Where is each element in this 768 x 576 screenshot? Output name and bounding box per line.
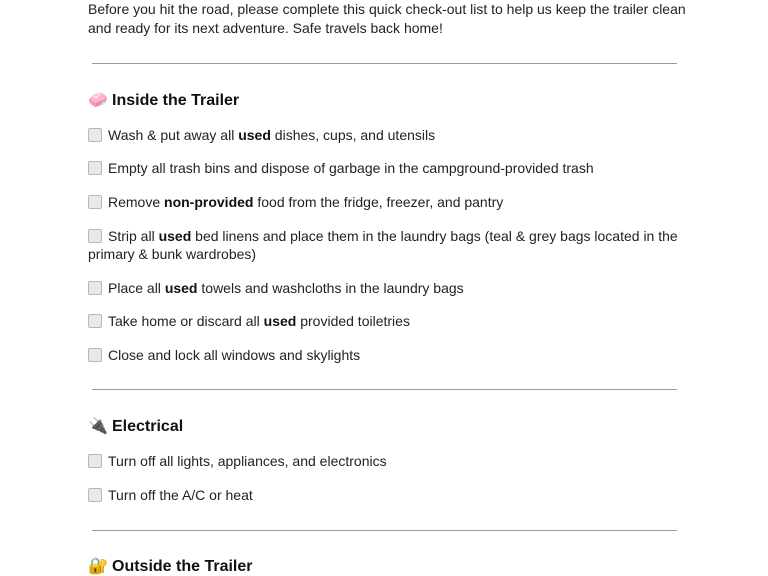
section-title: Electrical (112, 418, 184, 435)
item-text: provided toiletries (296, 313, 410, 329)
item-text: Empty all trash bins and dispose of garbage in the campground-provided trash (108, 160, 594, 176)
checklist-item (88, 452, 688, 470)
item-text: Strip all (108, 228, 159, 244)
item-text: food from the fridge, freezer, and pantry (253, 194, 504, 210)
plug-icon: 🔌 (88, 418, 108, 435)
section-heading-outside (88, 556, 252, 576)
checkbox[interactable] (88, 348, 102, 362)
lock-icon: 🔐 (88, 558, 108, 575)
intro-paragraph: Before you hit the road, please complete this quick check-out list to help us keep the trailer clean and ready for its next adventure. Safe travels back home! (88, 1, 686, 36)
checkbox[interactable] (88, 488, 102, 502)
item-text: Turn off the A/C or heat (108, 487, 253, 503)
checklist-item (88, 312, 688, 330)
section-heading-electrical (88, 416, 183, 436)
item-emphasis: non-provided (164, 194, 254, 210)
item-text: towels and washcloths in the laundry bags (197, 280, 464, 296)
soap-icon: 🧼 (88, 92, 108, 109)
checkbox[interactable] (88, 161, 102, 175)
item-text: Wash & put away all (108, 127, 239, 143)
item-text: Remove (108, 194, 165, 210)
item-emphasis: used (164, 280, 198, 296)
checklist-item (88, 227, 688, 263)
checklist-item (88, 126, 688, 144)
checklist-item (88, 279, 688, 297)
checkbox[interactable] (88, 128, 102, 142)
section-heading-inside (88, 90, 239, 110)
item-text: Close and lock all windows and skylights (108, 347, 361, 363)
divider (92, 63, 677, 64)
checkbox[interactable] (88, 229, 102, 243)
checkbox[interactable] (88, 314, 102, 328)
checkbox[interactable] (88, 281, 102, 295)
section-title: Outside the Trailer (112, 558, 253, 575)
item-emphasis: used (158, 228, 192, 244)
checklist-item (88, 486, 688, 504)
checklist-item (88, 346, 688, 364)
checklist-item (88, 159, 688, 177)
divider (92, 389, 677, 390)
item-text: Place all (108, 280, 165, 296)
divider (92, 530, 677, 531)
section-title: Inside the Trailer (112, 92, 240, 109)
checkbox[interactable] (88, 195, 102, 209)
item-text: Take home or discard all (108, 313, 264, 329)
item-emphasis: used (238, 127, 271, 143)
item-text: dishes, cups, and utensils (270, 127, 436, 143)
checklist-item (88, 193, 688, 211)
item-text: Turn off all lights, appliances, and electronics (108, 453, 387, 469)
item-emphasis: used (263, 313, 297, 329)
checkbox[interactable] (88, 454, 102, 468)
item-text: bed linens and place them in the laundry bags (teal & grey bags located in the primary & bunk wardrobes) (88, 228, 678, 262)
